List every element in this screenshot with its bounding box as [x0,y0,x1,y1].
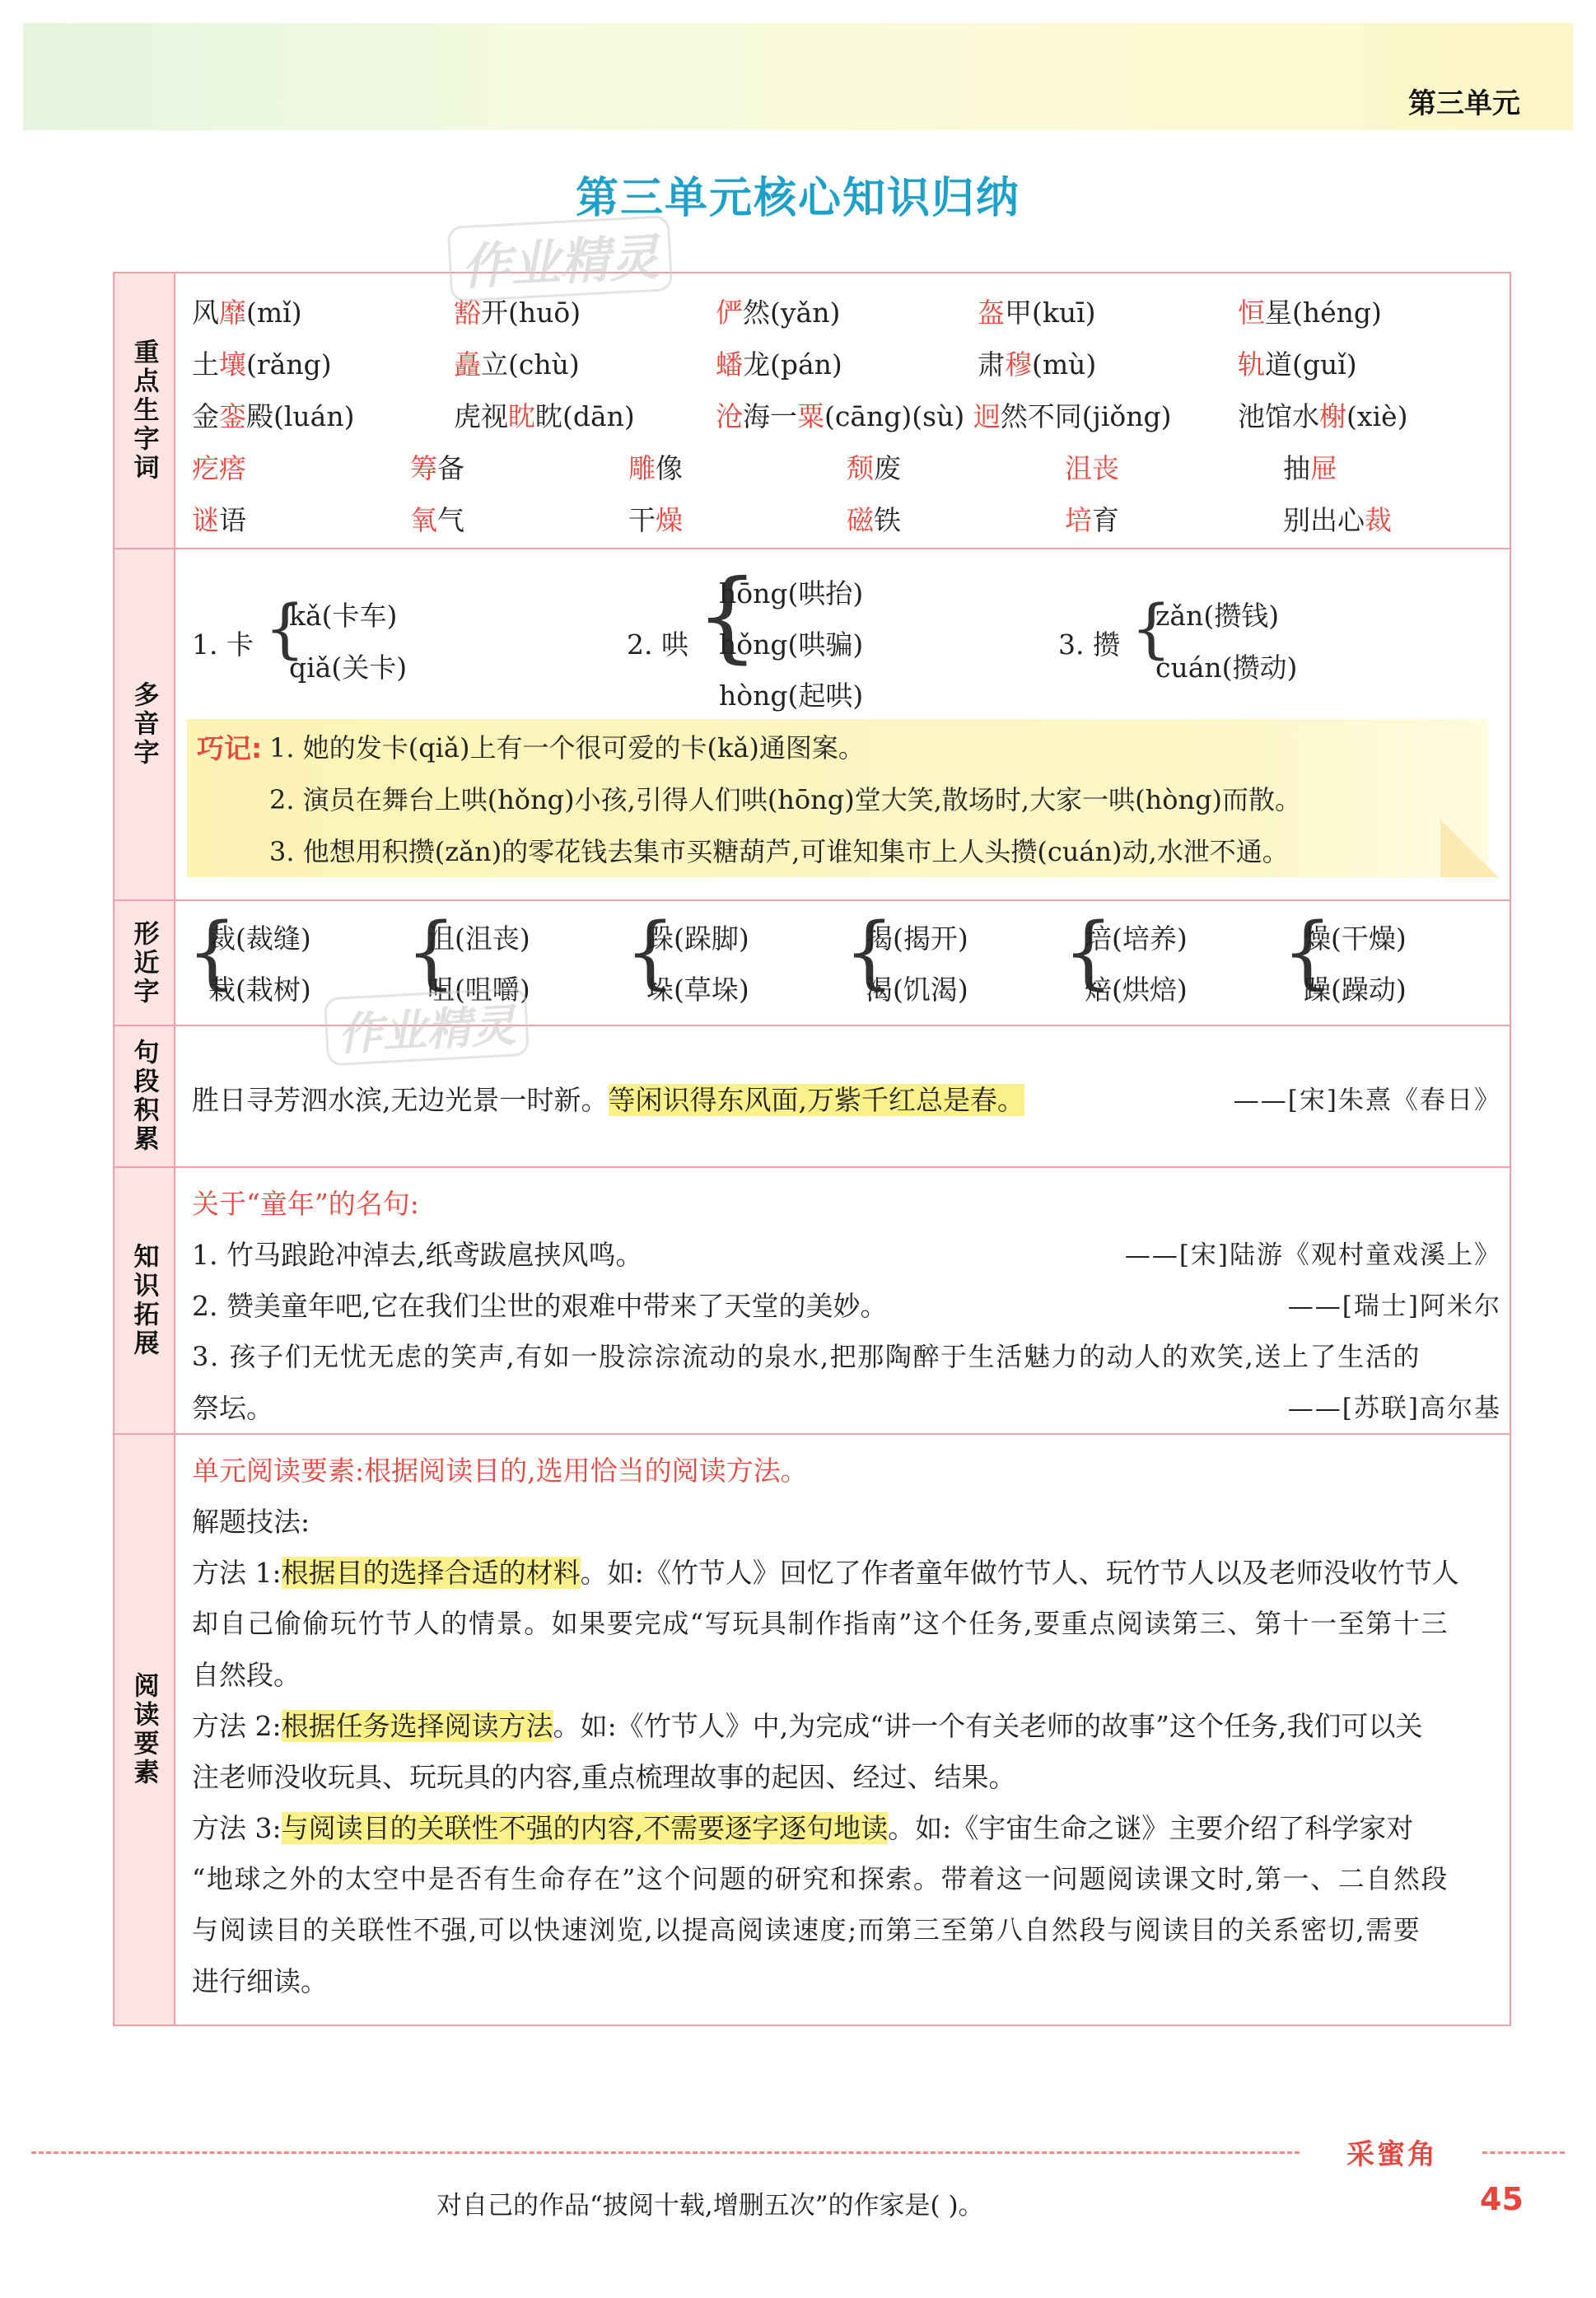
similar-char: 焙(烘焙) [1085,974,1188,1006]
similar-char: 沮(沮丧) [427,922,530,955]
page-title: 第三单元核心知识归纳 [575,174,1020,223]
memory-line: 1. 她的发卡(qiǎ)上有一个很可爱的卡(kǎ)通图案。 [269,732,865,764]
section-extend [114,1168,1510,1435]
vocab-word: 轨道(guǐ) [1238,348,1357,381]
polyphone-reading: zǎn(攒钱) [1155,600,1280,632]
brace-icon: { [625,906,676,998]
similar-char: 渴(饥渴) [866,974,968,1006]
memory-label: 巧记: [197,732,263,764]
vocab-word: 虎视眈眈(dān) [454,400,635,432]
method-line: 方法 1:根据目的选择合适的材料。如:《竹节人》回忆了作者童年做竹节人、玩竹节人以及老师没收竹节人 [192,1557,1459,1589]
method-line: 却自己偷偷玩竹节人的情景。如果要完成“写玩具制作指南”这个任务,要重点阅读第三、第十一至第十三 [192,1608,1449,1639]
brace-icon: { [1282,906,1333,998]
quote-source: ——[苏联]高尔基 [1287,1394,1501,1423]
vocab-word: 疙瘩 [192,452,246,484]
quote-line: 祭坛。 [192,1392,273,1424]
extend-heading: 关于“童年”的名句: [192,1188,419,1220]
vocab-word: 谜语 [192,504,246,536]
quote-line: 3. 孩子们无忧无虑的笑声,有如一股淙淙流动的泉水,把那陶醉于生活魅力的动人的欢笑,送上了生活的 [192,1341,1421,1372]
vocab-word: 干燥 [628,504,683,536]
vocab-word: 颓废 [847,452,901,484]
polyphone-char: 3. 攒 [1058,628,1120,661]
similar-char: 咀(咀嚼) [427,974,530,1006]
vocab-word: 池馆水榭(xiè) [1238,400,1408,432]
extend-content [175,1168,1510,1433]
brace-icon: { [1131,592,1172,666]
vocab-word: 肃穆(mù) [978,348,1097,381]
quote-source: ——[宋]陆游《观村童戏溪上》 [1124,1240,1501,1270]
brace-icon: { [264,592,306,666]
vocab-word: 金銮殿(luán) [192,400,355,432]
vocab-word: 俨然(yǎn) [716,297,841,329]
quote-source: ——[瑞士]阿米尔 [1287,1291,1501,1321]
section-sentence [114,1026,1510,1168]
similar-char: 裁(裁缝) [208,922,311,955]
similar-char: 躁(躁动) [1304,974,1407,1006]
polyphone-reading: hōng(哄抬) [719,577,864,610]
vocab-word: 蟠龙(pán) [716,348,842,381]
section-polyphone [114,549,1510,901]
vocab-content [175,273,1510,548]
vocab-word: 土壤(rǎng) [192,348,332,381]
knowledge-table [113,272,1511,2026]
polyphone-reading: cuán(攒动) [1155,652,1298,684]
method-line: 进行细读。 [192,1965,328,1997]
unit-label: 第三单元 [1408,87,1520,120]
method-line: 与阅读目的关联性不强,可以快速浏览,以提高阅读速度;而第三至第八自然段与阅读目的关系密切,需要 [192,1914,1421,1945]
vocab-word: 磁铁 [847,504,901,536]
vocab-word: 氧气 [410,504,464,536]
polyphone-char: 1. 卡 [192,628,254,661]
quote-line: 1. 竹马踉跄冲淖去,纸鸢跋扈挟风鸣。 [192,1239,643,1271]
vocab-word: 盔甲(kuī) [978,297,1096,329]
footer-divider [1482,2151,1565,2154]
footer-divider [31,2151,1300,2154]
section-label: 阅读要素 [114,1435,175,2025]
memory-box [187,719,1488,877]
section-vocab [114,273,1510,549]
similar-char: 跺(跺脚) [646,922,749,955]
method-line: 注老师没收玩具、玩玩具的内容,重点梳理故事的起因、经过、结果。 [192,1761,1016,1793]
vocab-word: 筹备 [410,452,464,484]
vocab-word: 恒星(héng) [1238,297,1382,329]
section-similar [114,901,1510,1026]
watermark-logo: 作业精灵 [324,988,530,1067]
method-line: “地球之外的太空中是否有生命存在”这个问题的研究和探索。带着这一问题阅读课文时,第一、二自然段 [192,1863,1449,1894]
vocab-word: 别出心裁 [1283,504,1392,536]
brace-icon: { [406,906,457,998]
similar-char: 栽(栽树) [208,974,311,1006]
polyphone-char: 2. 哄 [627,628,688,661]
top-banner [23,23,1573,130]
similar-char: 揭(揭开) [866,922,968,955]
section-label: 知识拓展 [114,1168,175,1433]
similar-char: 燥(干燥) [1304,922,1407,955]
section-label: 句段积累 [114,1026,175,1166]
vocab-word: 抽屉 [1283,452,1337,484]
footer-question: 对自己的作品“披阅十载,增删五次”的作家是( )。 [436,2191,984,2221]
brace-icon: { [696,559,759,674]
poem-line: 胜日寻芳泗水滨,无边光景一时新。等闲识得东风面,万紫千红总是春。 [192,1084,1024,1116]
vocab-word: 沮丧 [1065,452,1119,484]
vocab-word: 沧海一粟(cāng)(sù) 迥然不同(jiǒng) [716,400,1172,432]
method-line: 自然段。 [192,1659,301,1691]
vocab-word: 矗立(chù) [454,348,580,381]
memory-line: 2. 演员在舞台上哄(hǒng)小孩,引得人们哄(hōng)堂大笑,散场时,大家一哄(hòng)而散。 [269,784,1302,815]
vocab-word: 雕像 [628,452,683,484]
method-line: 方法 2:根据任务选择阅读方法。如:《竹节人》中,为完成“讲一个有关老师的故事”这个任务,我们可以关 [192,1710,1423,1742]
section-label: 多音字 [114,549,175,899]
polyphone-reading: kǎ(卡车) [289,600,398,632]
vocab-word: 豁开(huō) [454,297,581,329]
page-number: 45 [1480,2181,1524,2217]
page-fold-decoration [1440,820,1498,877]
brace-icon: { [1063,906,1114,998]
method-line: 方法 3:与阅读目的关联性不强的内容,不需要逐字逐句地读。如:《宇宙生命之谜》主要介绍了科学家对 [192,1812,1414,1844]
brace-icon: { [844,906,895,998]
reading-tips: 解题技法: [192,1506,310,1538]
section-label: 重点生字词 [114,273,175,548]
vocab-word: 风靡(mǐ) [192,297,302,329]
reading-heading: 单元阅读要素:根据阅读目的,选用恰当的阅读方法。 [192,1455,808,1487]
brace-icon: { [187,906,238,998]
poem-source: ——[宋]朱熹《春日》 [1233,1086,1501,1115]
footer-brand: 采蜜角 [1346,2138,1438,2171]
section-label: 形近字 [114,901,175,1025]
section-reading [114,1435,1510,2025]
similar-char: 垛(草垛) [646,974,749,1006]
polyphone-reading: hǒng(哄骗) [719,628,864,661]
vocab-word: 培育 [1065,504,1119,536]
polyphone-content [175,549,1510,899]
polyphone-reading: qiǎ(关卡) [289,652,408,684]
memory-line: 3. 他想用积攒(zǎn)的零花钱去集市买糖葫芦,可谁知集市上人头攒(cuán)动,水泄不通。 [269,836,1289,867]
quote-line: 2. 赞美童年吧,它在我们尘世的艰难中带来了天堂的美妙。 [192,1290,888,1322]
reading-content [175,1435,1510,2025]
watermark-logo: 作业精灵 [447,215,673,302]
similar-char: 培(培养) [1085,922,1188,955]
polyphone-reading: hòng(起哄) [719,680,864,712]
